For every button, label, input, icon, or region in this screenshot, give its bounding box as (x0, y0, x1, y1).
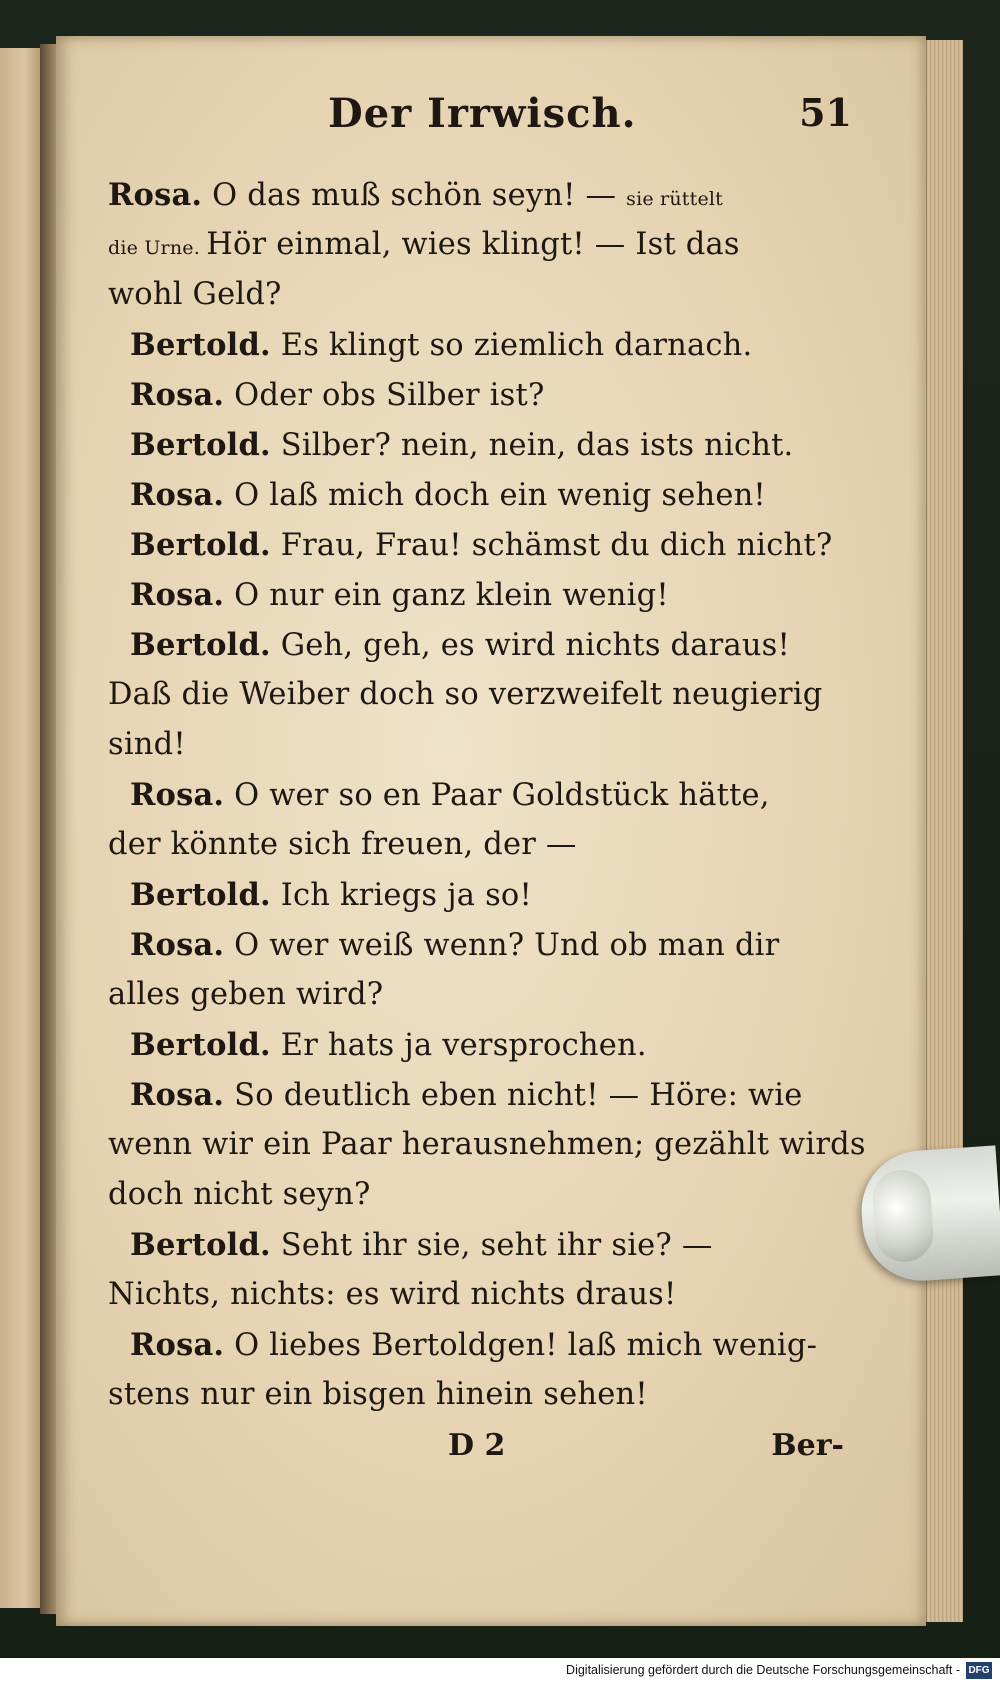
speaker-name: Rosa. (130, 577, 225, 613)
line-text: sind! (108, 727, 186, 762)
line-text: Frau, Frau! schämst du dich nicht? (270, 528, 833, 563)
text-line (108, 170, 868, 220)
text-line (108, 1270, 868, 1320)
line-text: stens nur ein bisgen hinein sehen! (108, 1377, 648, 1412)
stage-direction: sie rüttelt (626, 188, 723, 210)
text-line (108, 420, 868, 470)
text-line (108, 1020, 868, 1070)
text-line (108, 720, 868, 770)
text-line (108, 1320, 868, 1370)
speaker-name: Rosa. (130, 477, 225, 513)
speaker-name: Bertold. (130, 327, 271, 363)
stage-direction: die Urne. (108, 237, 207, 259)
line-text: O nur ein ganz klein wenig! (224, 578, 669, 613)
speaker-name: Bertold. (130, 1027, 271, 1063)
line-text: Er hats ja versprochen. (270, 1028, 647, 1063)
text-line (108, 1170, 868, 1220)
line-text: doch nicht seyn? (108, 1177, 371, 1212)
clip-lens (871, 1168, 935, 1264)
catchword: Ber- (771, 1428, 844, 1463)
text-line (108, 570, 868, 620)
text-line (108, 970, 868, 1020)
line-text: der könnte sich freuen, der — (108, 827, 577, 862)
line-text: Ich kriegs ja so! (270, 878, 532, 913)
text-line (108, 820, 868, 870)
page-text (108, 90, 868, 1478)
text-line (108, 370, 868, 420)
page-number: 51 (799, 90, 852, 135)
book-gutter (40, 44, 56, 1614)
text-line (108, 520, 868, 570)
page-header (108, 90, 868, 170)
running-title: Der Irrwisch. (328, 90, 637, 137)
line-text: O wer weiß wenn? Und ob man dir (224, 928, 780, 963)
speaker-name: Bertold. (130, 877, 271, 913)
page-stack-edges (926, 40, 963, 1622)
line-text: Geh, geh, es wird nichts daraus! (270, 628, 790, 663)
line-text: So deutlich eben nicht! — Höre: wie (224, 1078, 803, 1113)
text-line (108, 920, 868, 970)
speaker-name: Bertold. (130, 527, 271, 563)
line-text: Silber? nein, nein, das ists nicht. (270, 428, 794, 463)
text-line (108, 220, 868, 270)
line-text: Oder obs Silber ist? (224, 378, 545, 413)
text-line (108, 1120, 868, 1170)
line-text: Hör einmal, wies klingt! — Ist das (206, 227, 740, 262)
text-line (108, 470, 868, 520)
text-line (108, 670, 868, 720)
speaker-name: Bertold. (130, 427, 271, 463)
text-line (108, 1370, 868, 1420)
text-line (108, 1220, 868, 1270)
line-text: wenn wir ein Paar herausnehmen; gezählt wirds (108, 1127, 866, 1162)
line-text: Es klingt so ziemlich darnach. (270, 328, 753, 363)
page-footer (108, 1428, 868, 1478)
credit-bar (0, 1658, 1000, 1685)
line-text: alles geben wird? (108, 977, 384, 1012)
speaker-name: Bertold. (130, 1227, 271, 1263)
text-line (108, 320, 868, 370)
left-page-edge (0, 48, 42, 1608)
signature-mark: D 2 (448, 1428, 506, 1463)
dfg-logo: DFG (966, 1662, 992, 1679)
speaker-name: Rosa. (130, 377, 225, 413)
speaker-name: Bertold. (130, 627, 271, 663)
line-text: O das muß schön seyn! — (202, 178, 627, 213)
text-line (108, 1070, 868, 1120)
text-line (108, 870, 868, 920)
line-text: Seht ihr sie, seht ihr sie? — (270, 1228, 713, 1263)
speaker-name: Rosa. (108, 177, 203, 213)
dialogue-lines (108, 170, 868, 1420)
speaker-name: Rosa. (130, 1077, 225, 1113)
line-text: O wer so en Paar Goldstück hätte, (224, 778, 770, 813)
speaker-name: Rosa. (130, 777, 225, 813)
line-text: O laß mich doch ein wenig sehen! (224, 478, 766, 513)
text-line (108, 620, 868, 670)
line-text: O liebes Bertoldgen! laß mich wenig- (224, 1328, 818, 1363)
speaker-name: Rosa. (130, 927, 225, 963)
text-line (108, 770, 868, 820)
line-text: Daß die Weiber doch so verzweifelt neugierig (108, 677, 823, 712)
line-text: Nichts, nichts: es wird nichts draus! (108, 1277, 677, 1312)
speaker-name: Rosa. (130, 1327, 225, 1363)
credit-text: Digitalisierung gefördert durch die Deutsche Forschungsgemeinschaft - (566, 1663, 960, 1677)
text-line (108, 270, 868, 320)
line-text: wohl Geld? (108, 277, 282, 312)
